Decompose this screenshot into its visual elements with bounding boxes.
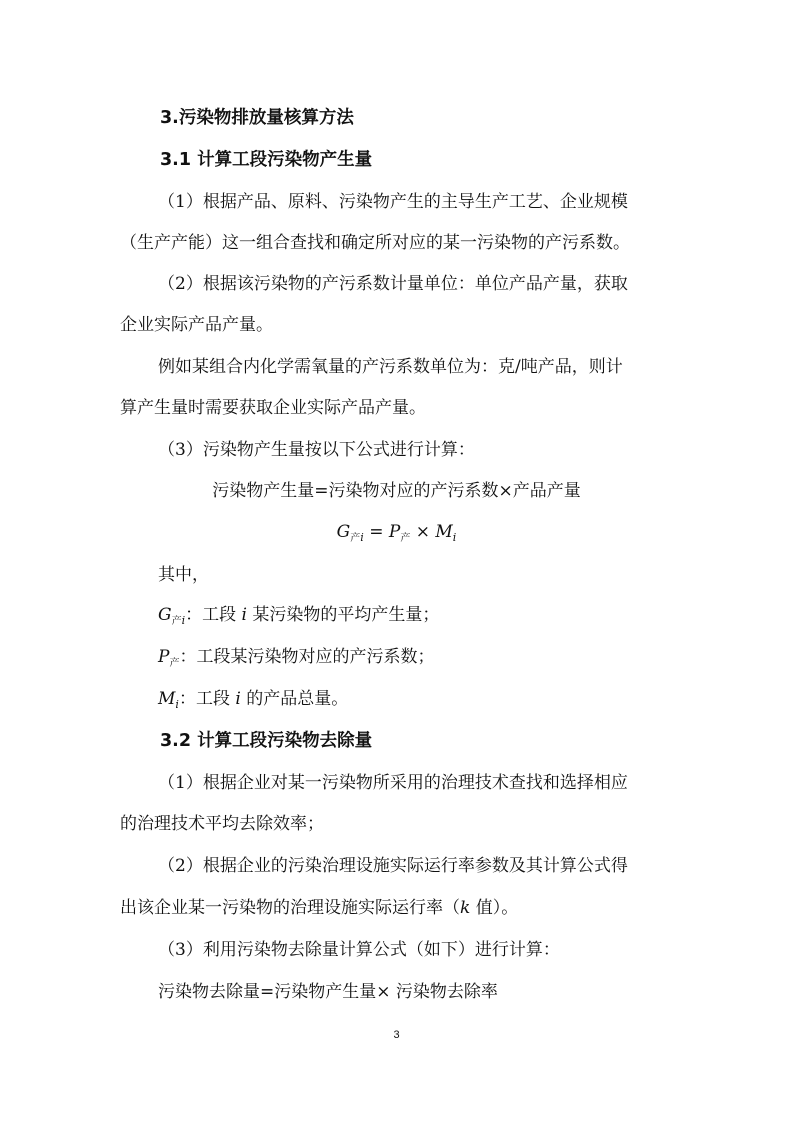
paragraph-2-line-1: （2）根据该污染物的产污系数计量单位：单位产品产量，获取 xyxy=(158,274,628,294)
paragraph-6-pre: 出该企业某一污染物的治理设施实际运行率（ xyxy=(120,898,460,918)
where-label: 其中， xyxy=(158,565,209,585)
def-p-symbol: P xyxy=(158,647,170,667)
def-g-i: i xyxy=(241,605,247,625)
paragraph-5-line-1: （1）根据企业对某一污染物所采用的治理技术查找和选择相应 xyxy=(158,773,628,793)
formula-p-sub: 产 xyxy=(400,533,411,544)
def-g-sub: 产 xyxy=(171,616,182,627)
heading-section-3-1: 3.1 计算工段污染物产生量 xyxy=(160,150,373,170)
def-g-symbol: G xyxy=(158,605,172,625)
paragraph-5-line-2: 的治理技术平均去除效率； xyxy=(120,814,324,834)
def-p-sub: 产 xyxy=(169,658,180,669)
def-m-i: i xyxy=(235,689,241,709)
paragraph-3-line-1: 例如某组合内化学需氧量的产污系数单位为：克/吨产品，则计 xyxy=(158,357,623,377)
paragraph-6-post: 值）。 xyxy=(470,898,519,918)
formula-g: G xyxy=(336,522,351,542)
def-m-text: ：工段 xyxy=(178,689,236,709)
def-g-rest: 某污染物的平均产生量； xyxy=(246,605,440,625)
heading-section-3-2: 3.2 计算工段污染物去除量 xyxy=(160,731,373,751)
page-number: 3 xyxy=(393,1029,400,1041)
def-g-index: i xyxy=(181,614,186,627)
def-g-text: ：工段 xyxy=(185,605,242,625)
def-m-index: i xyxy=(175,698,179,711)
paragraph-1-line-1: （1）根据产品、原料、污染物产生的主导生产工艺、企业规模 xyxy=(158,192,628,212)
formula-p: P xyxy=(388,522,401,542)
definition-g xyxy=(158,603,439,634)
paragraph-4: （3）污染物产生量按以下公式进行计算： xyxy=(158,440,475,460)
formula-m-index: i xyxy=(452,531,457,544)
definition-p xyxy=(158,645,434,676)
formula-equals: = xyxy=(363,522,389,542)
formula-text: 污染物产生量=污染物对应的产污系数×产品产量 xyxy=(212,481,581,501)
paragraph-8: 污染物去除量=污染物产生量× 污染物去除率 xyxy=(158,982,498,1002)
formula-g-index: i xyxy=(360,531,364,544)
def-m-symbol: M xyxy=(158,689,176,709)
formula-math xyxy=(0,520,793,551)
paragraph-6-line-1: （2）根据企业的污染治理设施实际运行率参数及其计算公式得 xyxy=(158,856,628,876)
k-symbol: k xyxy=(460,898,471,918)
def-p-text: ：工段某污染物对应的产污系数； xyxy=(179,647,435,667)
formula-g-sub: 产 xyxy=(350,533,361,544)
formula-m: M xyxy=(435,522,453,542)
definition-m xyxy=(158,687,348,717)
paragraph-2-line-2: 企业实际产品产量。 xyxy=(120,315,273,335)
heading-pollutant-accounting: 3.污染物排放量核算方法 xyxy=(160,108,354,128)
paragraph-7: （3）利用污染物去除量计算公式（如下）进行计算： xyxy=(158,940,560,960)
formula-times: × xyxy=(410,522,436,542)
paragraph-1-line-2: （生产产能）这一组合查找和确定所对应的某一污染物的产污系数。 xyxy=(120,233,630,253)
paragraph-6-line-2 xyxy=(120,896,518,920)
paragraph-3-line-2: 算产生量时需要获取企业实际产品产量。 xyxy=(120,398,426,418)
def-m-rest: 的产品总量。 xyxy=(240,689,349,709)
